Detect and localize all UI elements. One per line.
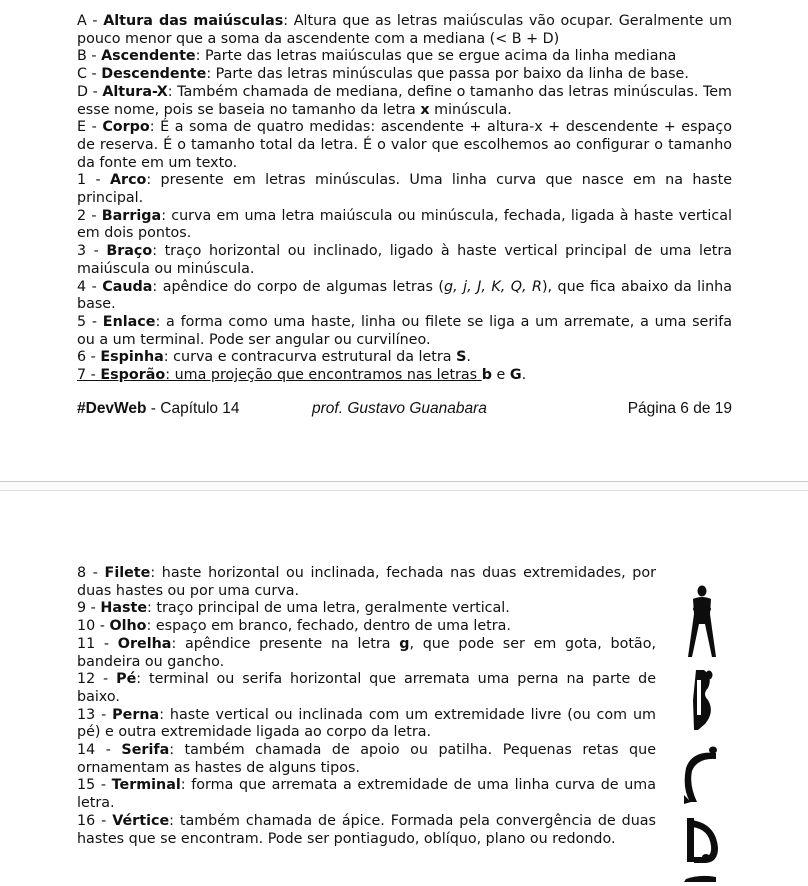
glossary-term: Orelha (117, 635, 172, 652)
footer-brand: #DevWeb - Capítulo 14 (77, 400, 240, 417)
glossary-term: Altura-X (102, 83, 168, 100)
footer-page-number: Página 6 de 19 (627, 400, 732, 417)
glossary-item: 8 - Filete: haste horizontal ou inclinada, fechada nas duas extremidades, por duas hastes ou por uma curva. (77, 565, 656, 599)
page-top-glossary (77, 13, 732, 385)
page-break-divider (0, 481, 808, 491)
glossary-term: Cauda (102, 278, 153, 295)
glossary-term: Terminal (111, 777, 181, 794)
glossary-item: C - Descendente: Parte das letras minúsculas que passa por baixo da linha de base. (77, 66, 689, 83)
glossary-term: Espinha (100, 349, 164, 366)
glossary-term: Haste (100, 600, 148, 617)
human-body-alphabet-icon (672, 580, 732, 882)
glossary-term: Corpo (102, 119, 150, 136)
glossary-item: 12 - Pé: terminal ou serifa horizontal que arremata uma perna na parte de baixo. (77, 671, 656, 705)
glossary-term: Esporão (100, 367, 166, 384)
glossary-term: Altura das maiúsculas (103, 13, 284, 29)
glossary-item: 16 - Vértice: também chamada de ápice. Formada pela convergência de duas hastes que se encontram. Pode ser pontiagudo, oblíquo, plano ou redondo. (77, 812, 656, 847)
glossary-item: 7 - Esporão: uma projeção que encontramos nas letras b e G. (77, 367, 527, 384)
glossary-item: 9 - Haste: traço principal de uma letra, geralmente vertical. (77, 600, 510, 617)
glossary-term: Vértice (112, 812, 170, 829)
glossary-term: Descendente (101, 66, 207, 83)
glossary-term: Braço (106, 243, 153, 260)
glossary-item: 11 - Orelha: apêndice presente na letra g, que pode ser em gota, botão, bandeira ou gancho. (77, 635, 656, 670)
glossary-item: D - Altura-X: Também chamada de mediana, define o tamanho das letras minúsculas. Tem esse nome, pois se baseia no tamanho da letra x minúscula. (77, 83, 732, 118)
glossary-item: 10 - Olho: espaço em branco, fechado, dentro de uma letra. (77, 618, 511, 635)
body-letter-c (684, 747, 717, 805)
glossary-term: Barriga (101, 207, 162, 224)
glossary-term: Ascendente (101, 48, 196, 65)
glossary-term: Serifa (121, 742, 170, 759)
glossary-item: 3 - Braço: traço horizontal ou inclinado, ligado à haste vertical principal de uma letra maiúscula ou minúscula. (77, 243, 732, 277)
glossary-item: 2 - Barriga: curva em uma letra maiúscula ou minúscula, fechada, ligada à haste vertical em dois pontos. (77, 207, 732, 242)
glossary-item: 5 - Enlace: a forma como uma haste, linha ou filete se liga a um arremate, a uma serifa ou a um terminal. Pode ser angular ou curvilíneo. (77, 313, 732, 348)
glossary-item: 6 - Espinha: curva e contracurva estrutural da letra S. (77, 349, 471, 366)
glossary-item: 1 - Arco: presente em letras minúsculas. Uma linha curva que nasce em na haste principal. (77, 172, 732, 207)
body-letter-e-partial (684, 876, 716, 882)
glossary-item: 14 - Serifa: também chamada de apoio ou patilha. Pequenas retas que ornamentam as hastes de alguns tipos. (77, 742, 656, 776)
glossary-term: Pé (116, 671, 137, 688)
glossary-term: Arco (109, 172, 147, 189)
page-bottom-glossary (77, 565, 656, 848)
glossary-term: Enlace (102, 313, 156, 330)
body-letter-b (693, 670, 713, 730)
glossary-item: 15 - Terminal: forma que arremata a extremidade de uma linha curva de uma letra. (77, 777, 656, 812)
body-letter-d (687, 818, 718, 863)
glossary-item: 4 - Cauda: apêndice do corpo de algumas letras (g, j, J, K, Q, R), que fica abaixo da linha base. (77, 278, 733, 313)
glossary-term: Olho (109, 618, 147, 635)
glossary-term: Filete (104, 565, 151, 581)
page-footer (77, 400, 732, 422)
glossary-item: A - Altura das maiúsculas: Altura que as letras maiúsculas vão ocupar. Geralmente um pouco menor que a soma da ascendente com a mediana (< B + D) (77, 13, 732, 47)
body-letter-a (688, 586, 716, 658)
glossary-term: Perna (112, 706, 160, 723)
glossary-item: 13 - Perna: haste vertical ou inclinada com um extremidade livre (ou com um pé) e outra extremidade ligada ao corpo da letra. (77, 706, 656, 741)
glossary-item: B - Ascendente: Parte das letras maiúsculas que se ergue acima da linha mediana (77, 48, 677, 65)
glossary-item: E - Corpo: É a soma de quatro medidas: ascendente + altura-x + descendente + espaço de reserva. É o tamanho total da letra. É o valor que escolhemos ao configurar o tamanho da fonte em um texto. (77, 119, 732, 171)
footer-author: prof. Gustavo Guanabara (312, 400, 487, 417)
